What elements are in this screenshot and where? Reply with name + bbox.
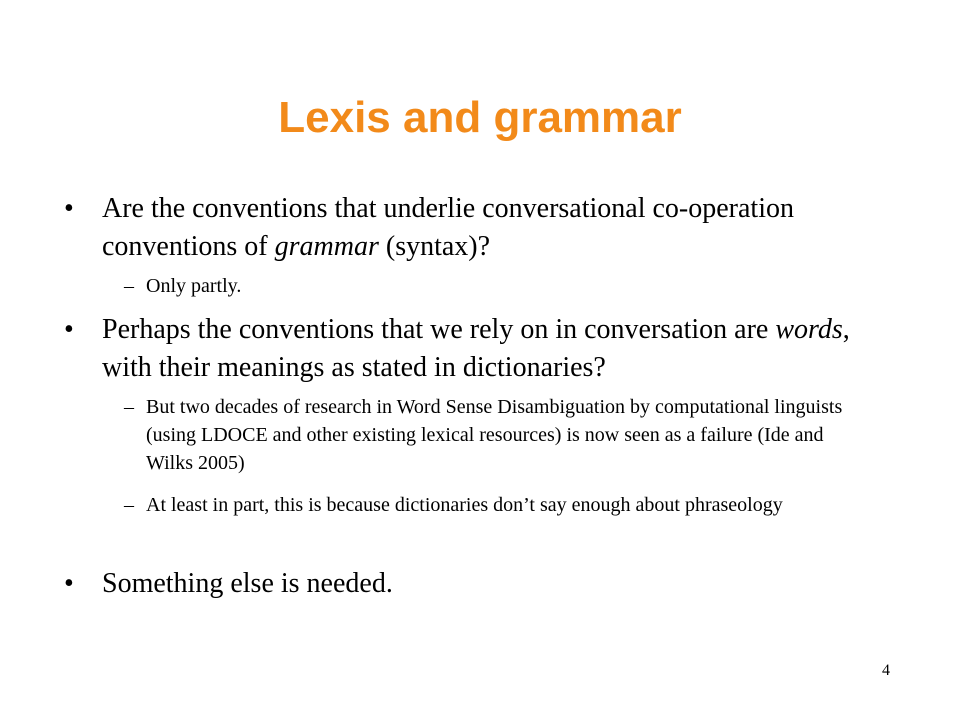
dash-icon: – bbox=[124, 396, 134, 418]
bullet-icon: • bbox=[64, 193, 74, 224]
dash-icon: – bbox=[124, 275, 134, 297]
sub-bullet-item bbox=[124, 393, 864, 477]
bullet-text-part: (syntax)? bbox=[378, 231, 491, 262]
page-number: 4 bbox=[882, 662, 890, 679]
bullet-text-italic: grammar bbox=[274, 231, 379, 262]
sub-bullet-text: Only partly. bbox=[146, 275, 242, 297]
bullet-icon: • bbox=[64, 314, 74, 345]
bullet-text-part: Perhaps the conventions that we rely on in conversation are bbox=[102, 314, 776, 345]
bullet-text bbox=[72, 190, 872, 266]
bullet-text-part: Are the conventions that underlie conversational co-operation conventions of bbox=[102, 193, 794, 262]
bullet-item bbox=[64, 190, 872, 266]
bullet-text-italic: words bbox=[775, 314, 843, 345]
bullet-item bbox=[64, 311, 872, 387]
bullet-text: Something else is needed. bbox=[102, 568, 393, 599]
bullet-item bbox=[64, 565, 872, 603]
dash-icon: – bbox=[124, 494, 134, 516]
bullet-icon: • bbox=[64, 568, 74, 599]
bullet-text-part: , with their meanings as stated in dictionaries? bbox=[102, 314, 850, 383]
sub-bullet-text: But two decades of research in Word Sense Disambiguation by computational linguists (using LDOCE and other existing lexical resources) is now seen as a failure (Ide and Wilks 2005) bbox=[146, 396, 843, 474]
slide-title: Lexis and grammar bbox=[278, 93, 682, 142]
sub-bullet-item bbox=[124, 272, 864, 300]
bullet-text bbox=[72, 311, 872, 387]
sub-bullet-text: At least in part, this is because dictionaries don’t say enough about phraseology bbox=[146, 494, 783, 516]
sub-bullet-item bbox=[124, 491, 864, 519]
